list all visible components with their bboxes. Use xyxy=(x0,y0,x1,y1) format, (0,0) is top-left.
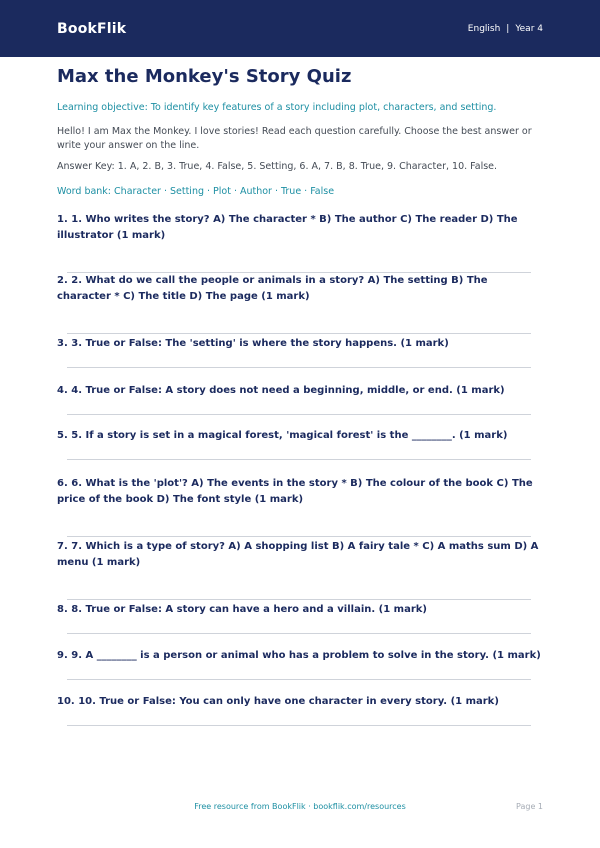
question-text: 5. 5. If a story is set in a magical forest, 'magical forest' is the ________. (1 mark) xyxy=(57,430,508,441)
word-bank-separator: · xyxy=(207,186,211,197)
page-footer xyxy=(0,800,600,816)
footer-source-link[interactable]: Free resource from BookFlik · bookflik.com/resources xyxy=(194,802,406,811)
word-bank xyxy=(57,185,543,198)
question-item xyxy=(57,212,543,273)
question-text: 1. 1. Who writes the story? A) The character * B) The author C) The reader D) The illustrator (1 mark) xyxy=(57,214,518,241)
answer-line[interactable] xyxy=(67,725,531,726)
word-bank-separator: · xyxy=(233,186,237,197)
question-text: 8. 8. True or False: A story can have a hero and a villain. (1 mark) xyxy=(57,604,427,615)
answer-line[interactable] xyxy=(67,599,531,600)
word-bank-separator: · xyxy=(304,186,308,197)
word-bank-word: Plot xyxy=(213,186,231,197)
question-item xyxy=(57,383,543,428)
question-item xyxy=(57,476,543,539)
question-item xyxy=(57,336,543,383)
word-bank-word: Author xyxy=(239,186,272,197)
question-item xyxy=(57,539,543,602)
intro-text: Hello! I am Max the Monkey. I love stories! Read each question carefully. Choose the best answer or write your answer on the line. xyxy=(57,126,532,151)
answer-line[interactable] xyxy=(67,367,531,368)
word-bank-word: Setting xyxy=(169,186,204,197)
question-text: 9. 9. A ________ is a person or animal who has a problem to solve in the story. (1 mark) xyxy=(57,650,541,661)
word-bank-separator: · xyxy=(163,186,167,197)
question-item xyxy=(57,428,543,476)
answer-line[interactable] xyxy=(67,536,531,537)
word-bank-word: True xyxy=(280,186,302,197)
word-bank-word: False xyxy=(310,186,335,197)
answer-line[interactable] xyxy=(67,414,531,415)
brand-logo-text[interactable]: BookFlik xyxy=(57,20,127,37)
question-text: 10. 10. True or False: You can only have one character in every story. (1 mark) xyxy=(57,696,499,707)
question-text: 6. 6. What is the 'plot'? A) The events in the story * B) The colour of the book C) The price of the book D) The font style (1 mark) xyxy=(57,478,533,505)
question-item xyxy=(57,694,543,740)
worksheet-content xyxy=(57,66,543,740)
answer-line[interactable] xyxy=(67,633,531,634)
answer-line[interactable] xyxy=(67,459,531,460)
meta-separator: | xyxy=(506,23,510,34)
page-title: Max the Monkey's Story Quiz xyxy=(57,66,352,87)
subject-label: English xyxy=(467,23,501,34)
question-list xyxy=(57,212,543,740)
word-bank-separator: · xyxy=(274,186,278,197)
answer-key: Answer Key: 1. A, 2. B, 3. True, 4. False, 5. Setting, 6. A, 7. B, 8. True, 9. Character, 10. False. xyxy=(57,161,498,172)
question-item xyxy=(57,648,543,694)
question-text: 2. 2. What do we call the people or animals in a story? A) The setting B) The character * C) The title D) The page (1 mark) xyxy=(57,275,488,302)
answer-line[interactable] xyxy=(67,679,531,680)
word-bank-word: Character xyxy=(114,186,161,197)
subject-year-meta xyxy=(468,24,543,34)
question-item xyxy=(57,602,543,648)
word-bank-label: Word bank: xyxy=(57,186,112,197)
question-text: 3. 3. True or False: The 'setting' is where the story happens. (1 mark) xyxy=(57,338,449,349)
page-number: Page 1 xyxy=(516,802,543,811)
question-text: 7. 7. Which is a type of story? A) A shopping list B) A fairy tale * C) A maths sum D) A menu (1 mark) xyxy=(57,541,539,568)
answer-line[interactable] xyxy=(67,333,531,334)
learning-objective: Learning objective: To identify key features of a story including plot, characters, and setting. xyxy=(57,102,497,113)
year-label: Year 4 xyxy=(515,23,543,34)
question-item xyxy=(57,273,543,336)
question-text: 4. 4. True or False: A story does not need a beginning, middle, or end. (1 mark) xyxy=(57,385,505,396)
site-header xyxy=(0,0,600,57)
